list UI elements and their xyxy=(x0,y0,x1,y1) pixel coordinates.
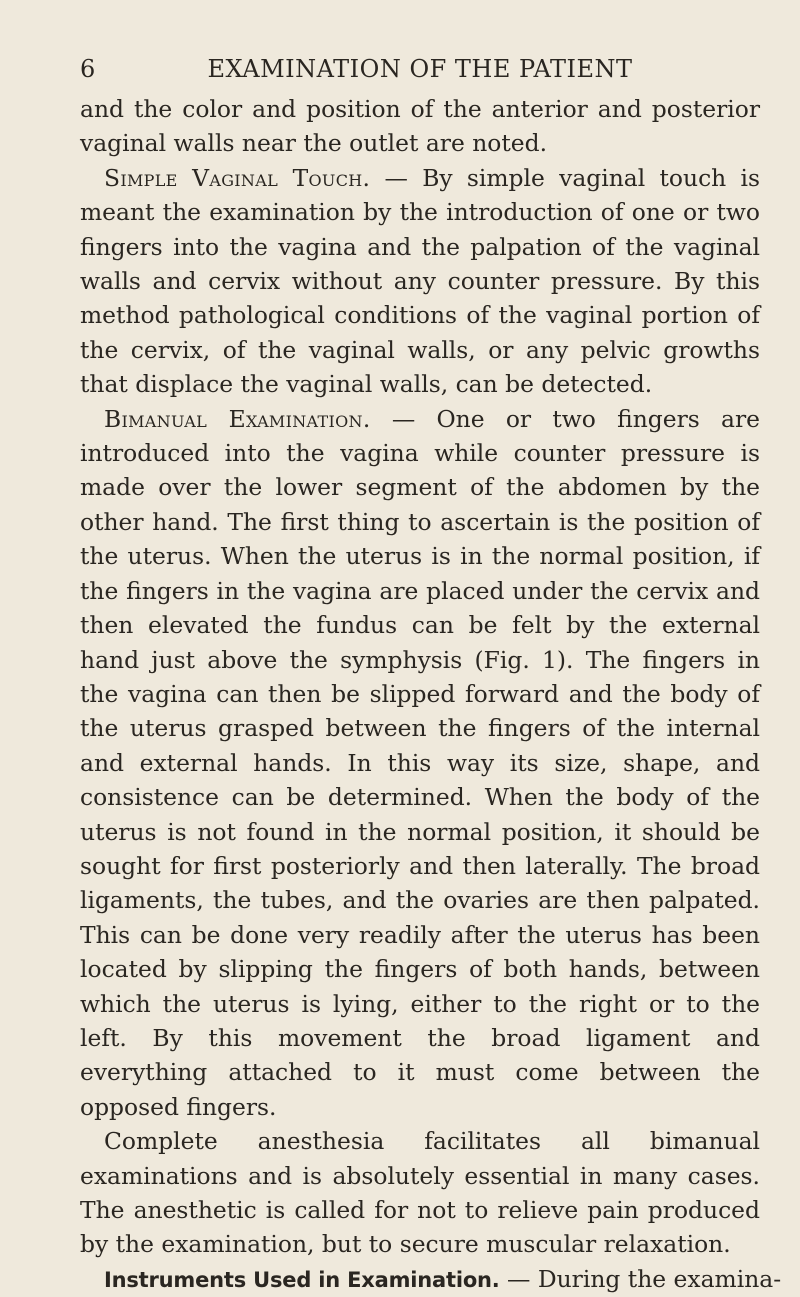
running-head xyxy=(80,52,760,86)
paragraph-simple-vaginal-touch xyxy=(80,161,760,402)
paragraph-text: — By simple vaginal touch is meant the examination by the introduction of one or two fingers into the vagina and the palpation of the vaginal walls and cervix without any counter pressure. By this method pathological conditions of the vaginal portion of the cervix, of the vaginal walls, or any pelvic growths that displace the vaginal walls, can be detected. xyxy=(80,163,760,399)
paragraph-text: — One or two fingers are introduced into the vagina while counter pressure is made over the lower segment of the abdomen by the other hand. The first thing to ascertain is the position of the uterus. When the uterus is in the normal position, if the fingers in the vagina are placed under the cervix and then elevated the fundus can be felt by the external hand just above the symphysis (Fig. 1). The fingers in the vagina can then be slipped forward and the body of the uterus grasped between the fingers of the internal and external hands. In this way its size, shape, and consistence can be determined. When the body of the uterus is not found in the normal position, it should be sought for first posteriorly and then laterally. The broad ligaments, the tubes, and the ovaries are then palpated. This can be done very readily after the uterus has been located by slipping the fingers of both hands, between which the uterus is lying, either to the right or to the left. By this movement the broad ligament and everything attached to it must come between the opposed fingers. xyxy=(80,404,760,1121)
section-heading-simple-vaginal-touch: Simple Vaginal Touch. xyxy=(104,163,371,192)
section-heading-bimanual-examination: Bimanual Examination. xyxy=(104,404,371,433)
section-heading-instruments: Instruments Used in Examination. xyxy=(104,1267,500,1292)
body-text xyxy=(80,92,782,1297)
paragraph-anesthesia: Complete anesthesia facilitates all bimanual examinations and is absolutely essential in many cases. The anesthetic is called for not to relieve pain produced by the examination, but to secure muscular relaxation. xyxy=(80,1127,760,1259)
paragraph-instruments xyxy=(80,1262,782,1297)
paragraph-continuation: and the color and position of the anterior and posterior vaginal walls near the outlet are noted. xyxy=(80,95,760,158)
paragraph-bimanual-examination xyxy=(80,402,760,1125)
running-title: EXAMINATION OF THE PATIENT xyxy=(207,55,633,83)
paragraph-text: — During the examina- xyxy=(499,1264,782,1293)
page-number: 6 xyxy=(80,55,96,83)
